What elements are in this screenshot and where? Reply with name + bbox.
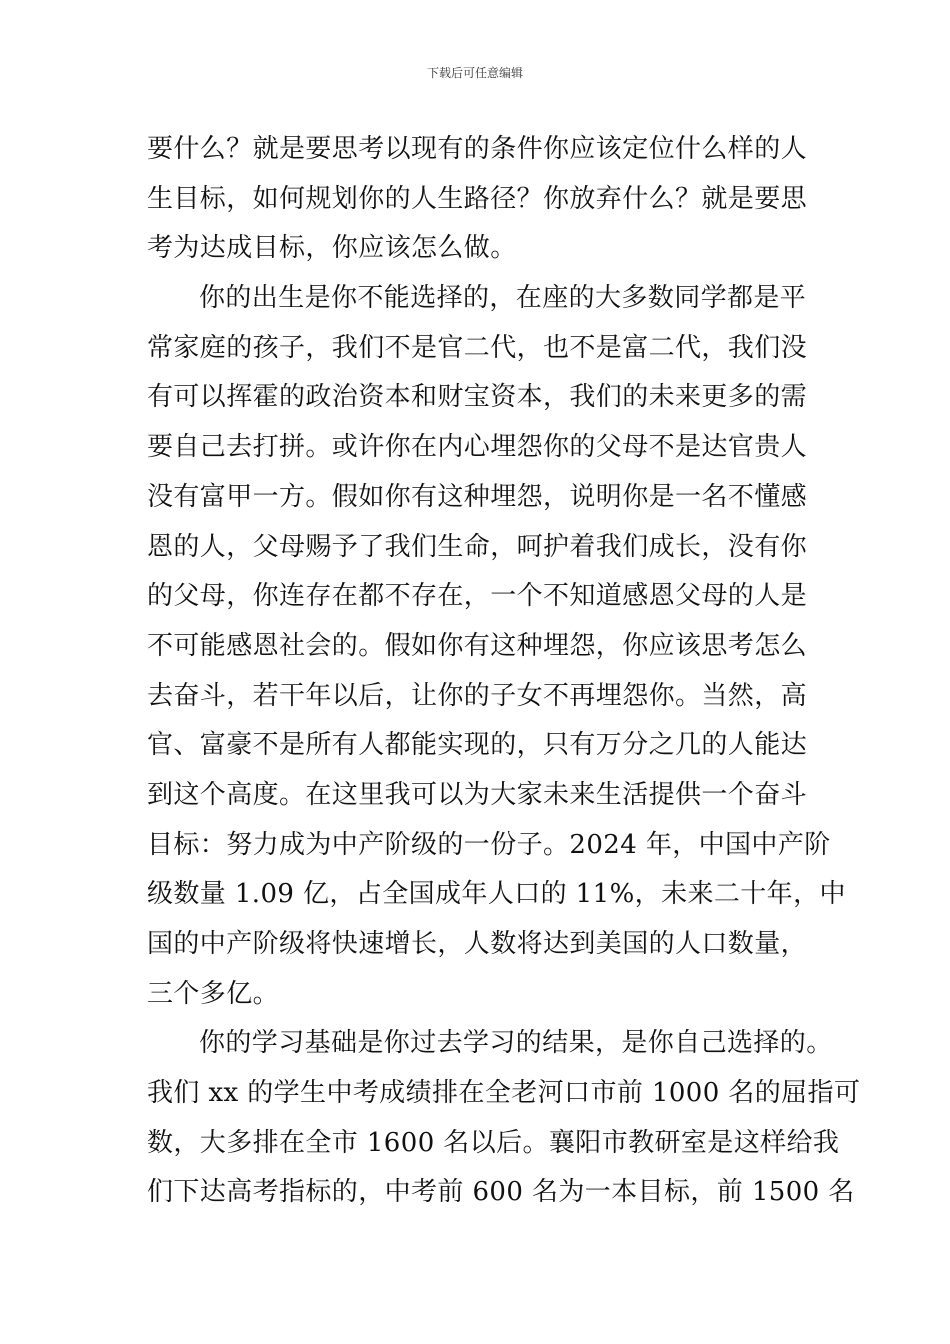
text-line: 级数量 1.09 亿，占全国成年人口的 11%，未来二十年，中 (147, 879, 846, 910)
text-line: 要自己去打拼。或许你在内心埋怨你的父母不是达官贵人 (147, 432, 808, 463)
text-line: 有可以挥霍的政治资本和财宝资本，我们的未来更多的需 (147, 382, 808, 413)
text-line: 三个多亿。 (147, 978, 280, 1009)
document-body (147, 125, 861, 1218)
paragraph-first-line: 你的学习基础是你过去学习的结果，是你自己选择的。 (199, 1028, 833, 1059)
text-line: 考为达成目标，你应该怎么做。 (147, 233, 517, 264)
text-line: 恩的人，父母赐予了我们生命，呵护着我们成长，没有你 (147, 531, 808, 562)
text-line: 们下达高考指标的，中考前 600 名为一本目标，前 1500 名 (147, 1177, 855, 1208)
text-line: 数，大多排在全市 1600 名以后。襄阳市教研室是这样给我 (147, 1127, 840, 1158)
text-line: 官、富豪不是所有人都能实现的，只有万分之几的人能达 (147, 730, 808, 761)
text-line: 要什么？就是要思考以现有的条件你应该定位什么样的人 (147, 134, 808, 164)
text-line: 不可能感恩社会的。假如你有这种埋怨，你应该思考怎么 (147, 630, 808, 661)
text-line: 国的中产阶级将快速增长，人数将达到美国的人口数量， (147, 929, 808, 959)
page-header: 下载后可任意编辑 (426, 66, 523, 80)
text-line: 去奋斗，若干年以后，让你的子女不再埋怨你。当然，高 (147, 680, 808, 711)
text-line: 我们 xx 的学生中考成绩排在全老河口市前 1000 名的屈指可 (147, 1078, 861, 1109)
paragraph-first-line: 你的出生是你不能选择的，在座的大多数同学都是平 (199, 283, 807, 314)
text-line: 的父母，你连存在都不存在，一个不知道感恩父母的人是 (147, 581, 808, 612)
text-line: 目标：努力成为中产阶级的一份子。2024 年，中国中产阶 (147, 829, 831, 860)
text-line: 生目标，如何规划你的人生路径？你放弃什么？就是要思 (147, 183, 808, 214)
text-line: 到这个高度。在这里我可以为大家未来生活提供一个奋斗 (147, 779, 808, 810)
text-line: 没有富甲一方。假如你有这种埋怨，说明你是一名不懂感 (147, 481, 808, 512)
text-line: 常家庭的孩子，我们不是官二代，也不是富二代，我们没 (147, 332, 808, 363)
